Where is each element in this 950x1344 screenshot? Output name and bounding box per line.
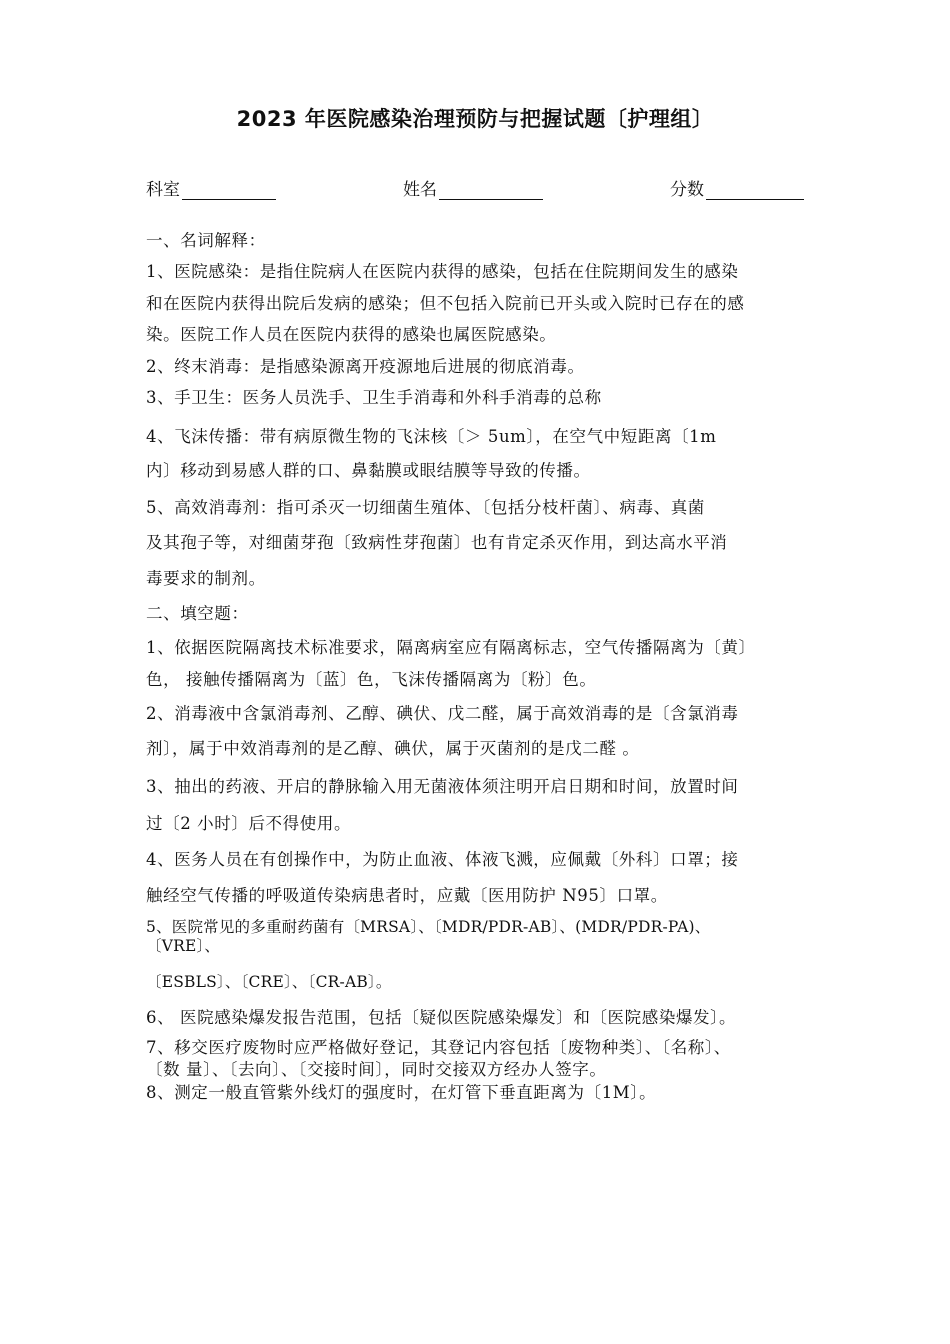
department-blank[interactable] [182,181,276,200]
section2-line: 触经空气传播的呼吸道传染病患者时，应戴〔医用防护 N95〕口罩。 [146,886,668,905]
section2-line: 剂〕，属于中效消毒剂的是乙醇、碘伏，属于灭菌剂的是戊二醛 。 [146,739,640,758]
section1-line: 毒要求的制剂。 [146,569,266,588]
section1-line: 2、终末消毒：是指感染源离开疫源地后进展的彻底消毒。 [146,357,585,376]
section1-line: 及其孢子等，对细菌芽孢〔致病性芽孢菌〕也有肯定杀灭作用，到达高水平消 [146,533,728,552]
section2-line: 6、 医院感染爆发报告范围，包括〔疑似医院感染爆发〕和〔医院感染爆发〕。 [146,1008,737,1027]
section2-line: 色， 接触传播隔离为〔蓝〕色，飞沫传播隔离为〔粉〕色。 [146,670,597,689]
department-label: 科室 [146,180,180,200]
score-blank[interactable] [706,181,804,200]
document-title: 2023 年医院感染治理预防与把握试题〔护理组〕 [236,107,714,131]
section1-line: 内〕移动到易感人群的口、鼻黏膜或眼结膜等导致的传播。 [146,461,591,480]
section2-line: 1、依据医院隔离技术标准要求，隔离病室应有隔离标志，空气传播隔离为〔黄〕 [146,638,756,657]
department-field [146,175,276,200]
section1-line: 4、飞沫传播：带有病原微生物的飞沫核〔＞ 5um〕，在空气中短距离〔1m [146,427,717,446]
section2-line: 7、移交医疗废物时应严格做好登记，其登记内容包括〔废物种类〕、〔名称〕、 [146,1038,731,1057]
section2-line: 2、消毒液中含氯消毒剂、乙醇、碘伏、戊二醛，属于高效消毒的是〔含氯消毒 [146,704,739,723]
section2-line: 过〔2 小时〕后不得使用。 [146,814,352,833]
section1-line: 5、高效消毒剂：指可杀灭一切细菌生殖体、〔包括分枝杆菌〕、病毒、真菌 [146,498,705,517]
name-label: 姓名 [403,180,437,200]
section1-line: 3、手卫生：医务人员洗手、卫生手消毒和外科手消毒的总称 [146,388,602,407]
section1-heading: 一、名词解释： [146,231,266,250]
score-label: 分数 [670,180,704,200]
section1-line: 染。医院工作人员在医院内获得的感染也属医院感染。 [146,325,557,344]
name-blank[interactable] [439,181,543,200]
name-field [403,175,543,200]
section2-heading: 二、填空题： [146,604,249,623]
section2-line: 4、医务人员在有创操作中，为防止血液、体液飞溅，应佩戴〔外科〕口罩；接 [146,850,739,869]
section2-line: 〔ESBLS〕、〔CRE〕、〔CR-AB〕。 [146,973,392,991]
section2-line: 5、医院常见的多重耐药菌有〔MRSA〕、〔MDR/PDR-AB〕、(MDR/PDR-PA)、 [146,918,711,936]
section2-line: 8、测定一般直管紫外线灯的强度时，在灯管下垂直距离为〔1M〕。 [146,1083,657,1102]
section2-line: 3、抽出的药液、开启的静脉输入用无菌液体须注明开启日期和时间，放置时间 [146,777,739,796]
score-field [670,175,804,200]
section2-line: 〔数 量〕、〔去向〕、〔交接时间〕，同时交接双方经办人签字。 [146,1060,607,1079]
section1-line: 1、医院感染：是指住院病人在医院内获得的感染，包括在住院期间发生的感染 [146,262,739,281]
section2-line: 〔VRE〕、 [146,937,221,955]
section1-line: 和在医院内获得出院后发病的感染；但不包括入院前已开头或入院时已存在的感 [146,294,745,313]
